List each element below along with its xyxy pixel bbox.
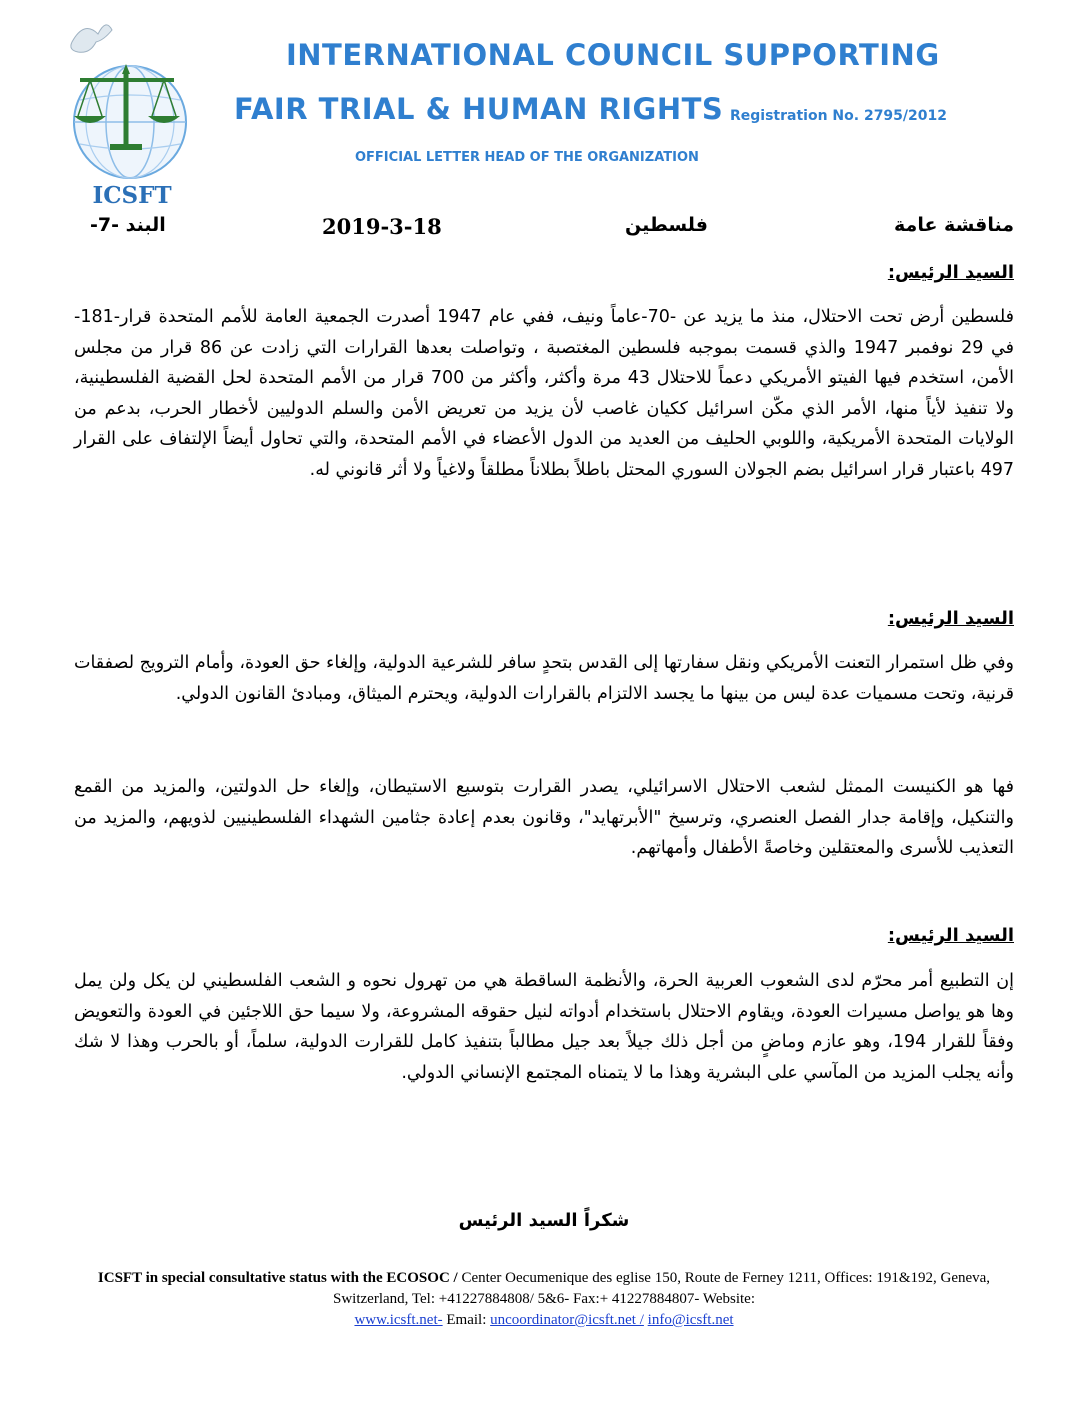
salutation: السيد الرئيس: bbox=[887, 925, 1014, 946]
footer-status: ICSFT in special consultative status with the ECOSOC / bbox=[97, 1270, 458, 1286]
body-paragraph: فلسطين أرض تحت الاحتلال، منذ ما يزيد عن -70-عاماً ونيف، ففي عام 1947 أصدرت الجمعية العامة للأمم المتحدة قرار-181- في 29 نوفمبر 1947 والذي قسمت بموجبه فلسطين المغتصبة ، وتواصلت بعدها القرارات التي زادت عن 86 قرار من مجلس الأمن، استخدم فيها الفيتو الأمريكي دعماً للاحتلال 43 مرة وأكثر، وأكثر من 700 قرار من الأمم المتحدة لحل القضية الفلسطينية، ولا تنفيذ لأياً منها، الأمر الذي مكّن اسرائيل ككيان غاصب لأن يزيد من تعريض الأمن والسلم الدوليين لأخطار الحرب، بدعم من الولايات المتحدة الأمريكية، واللوبي الحليف من العديد من الدول الأعضاء في الأمم المتحدة، والتي تحاول أيضاً الإلتفاف على القرار 497 باعتبار قرار اسرائيل بضم الجولان السوري المحتل باطلاً بطلاناً مطلقاً ولاغياً ولا أثر قانوني له. bbox=[74, 307, 1014, 480]
letterhead-subtitle: OFFICIAL LETTER HEAD OF THE ORGANIZATION bbox=[355, 150, 699, 165]
meta-country: فلسطين bbox=[625, 214, 708, 236]
globe-scales-dove-icon bbox=[50, 12, 210, 182]
organization-name-line-2: FAIR TRIAL & HUMAN RIGHTS bbox=[234, 92, 724, 126]
footer-email-label: Email: bbox=[446, 1312, 487, 1328]
letter-footer bbox=[60, 1268, 1028, 1331]
organization-logo bbox=[50, 12, 210, 212]
meta-agenda-item: البند -7- bbox=[90, 214, 166, 236]
salutation: السيد الرئيس: bbox=[887, 608, 1014, 629]
salutation: السيد الرئيس: bbox=[887, 262, 1014, 283]
email-link-coordinator[interactable]: uncoordinator@icsft.net / bbox=[490, 1312, 644, 1328]
organization-name-line-1: INTERNATIONAL COUNCIL SUPPORTING bbox=[286, 38, 940, 72]
meta-date: 2019-3-18 bbox=[322, 214, 442, 239]
body-paragraph: فها هو الكنيست الممثل لشعب الاحتلال الاسرائيلي، يصدر القرارت بتوسيع الاستيطان، وإلغاء حل الدولتين، والمزيد من القمع والتنكيل، وإقامة جدار الفصل العنصري، وترسيخ "الأبرتهايد"، وقانون بعدم إعادة جثامين الشهداء الفلسطينيين لذويهم، والمزيد من التعذيب للأسرى والمعتقلين وخاصةً الأطفال وأمهاتهم. bbox=[74, 777, 1014, 858]
website-link[interactable]: www.icsft.net- bbox=[354, 1312, 443, 1328]
body-paragraph: إن التطبيع أمر محرّم لدى الشعوب العربية الحرة، والأنظمة الساقطة هي من تهرول نحوه و الشعب الفلسطيني لن يكل ولن يمل وها هو يواصل مسيرات العودة، ويقاوم الاحتلال باستخدام أدواته لنيل حقوقه المشروعة، ولا سيما حق اللاجئين في العودة والتعويض وفقاً للقرار 194، وهو عازم وماضٍ من أجل ذلك جيلاً بعد جيل مطالباً بتنفيذ كامل للقرارت الدولية، سلماً، أو بالحرب وهذا لا شك وأنه يجلب المزيد من المآسي على البشرية وهذا ما لا يتمناه المجتمع الإنساني الدولي. bbox=[74, 971, 1014, 1083]
meta-topic: مناقشة عامة bbox=[894, 214, 1014, 236]
registration-number: Registration No. 2795/2012 bbox=[730, 108, 947, 124]
body-paragraph: وفي ظل استمرار التعنت الأمريكي ونقل سفارتها إلى القدس بتحدٍ سافر للشرعية الدولية، وإلغاء حق العودة، وأمام الترويج لصفقات قرنية، وتحت مسميات عدة ليس من بينها ما يجسد الالتزام بالقرارات الدولية، ويحترم الميثاق، ومبادئ القانون الدولي. bbox=[74, 653, 1014, 704]
closing-line: شكراً السيد الرئيس bbox=[458, 1210, 630, 1231]
footer-address: Center Oecumenique des eglise 150, Route de Ferney 1211, Offices: 191&192, Geneva, Switzerland, Tel: +41227884808/ 5&6- Fax:+ 41227884807- Website: bbox=[333, 1270, 991, 1307]
email-link-info[interactable]: info@icsft.net bbox=[647, 1312, 734, 1328]
logo-acronym: ICSFT bbox=[92, 182, 172, 209]
